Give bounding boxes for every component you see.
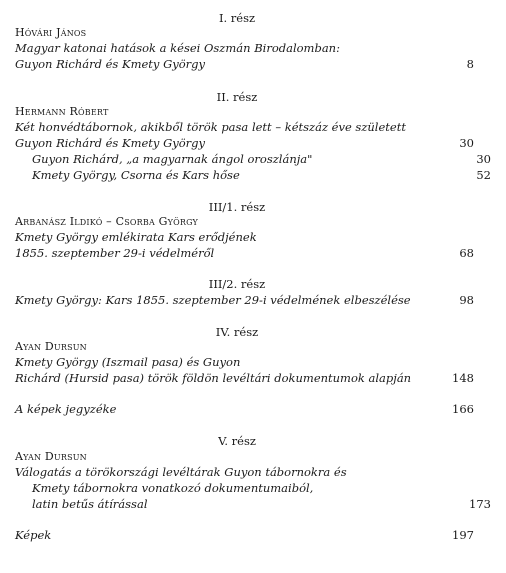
entry-title: Kmety György (Iszmail pasa) és Guyon [15, 355, 241, 369]
toc-entry[interactable] [15, 401, 489, 417]
toc-entry[interactable] [15, 245, 489, 261]
toc-entry [15, 354, 489, 370]
author-name: Hermann Róbert [15, 105, 109, 118]
part-title: II. rész [216, 90, 258, 104]
entry-title: Két honvédtábornok, akikből török pasa lett – kétszáz éve született [15, 120, 406, 134]
toc-entry [15, 40, 489, 56]
toc-entry[interactable] [15, 56, 489, 72]
entry-title: 1855. szeptember 29-i védelméről [15, 246, 215, 260]
toc-entry[interactable] [15, 370, 489, 386]
entry-title: Richárd (Hursid pasa) török földön levéltári dokumentumok alapján [15, 371, 412, 385]
author-name: Hóvári János [15, 26, 87, 39]
page-number: 8 [466, 57, 474, 71]
part-title: I. rész [218, 11, 256, 25]
part-title: IV. rész [215, 325, 259, 339]
toc-entry [15, 229, 489, 245]
toc-entry [15, 464, 489, 480]
page-number: 166 [452, 402, 474, 416]
toc-subentry[interactable] [32, 167, 506, 183]
toc-entry[interactable] [15, 135, 489, 151]
entry-title: Magyar katonai hatások a kései Oszmán Birodalomban: [15, 41, 340, 55]
part-title: V. rész [218, 434, 256, 448]
toc-entry[interactable] [15, 292, 489, 308]
entry-title: Kmety György: Kars 1855. szeptember 29-i védelmének elbeszélése [15, 293, 411, 307]
toc-entry [32, 480, 506, 496]
page-number: 98 [459, 293, 474, 307]
entry-title: Képek [15, 528, 52, 542]
part-title: III/1. rész [208, 200, 266, 214]
entry-title: Guyon Richárd, „a magyarnak ángol oroszlánja" [32, 152, 313, 166]
toc-entry [15, 119, 489, 135]
author-name: Ayan Dursun [15, 340, 87, 353]
entry-title: Kmety György emlékirata Kars erődjének [15, 230, 257, 244]
page-number: 30 [476, 152, 491, 166]
page-number: 197 [452, 528, 474, 542]
entry-title: A képek jegyzéke [15, 402, 117, 416]
entry-title: Kmety tábornokra vonatkozó dokumentumaiból, [32, 481, 314, 495]
entry-title: Válogatás a törökországi levéltárak Guyon tábornokra és [15, 465, 347, 479]
toc-subentry[interactable] [32, 151, 506, 167]
toc-entry[interactable] [15, 527, 489, 543]
page-number: 148 [452, 371, 474, 385]
author-name: Arbanász Ildikó – Csorba György [15, 215, 198, 228]
entry-title: Guyon Richárd és Kmety György [15, 57, 206, 71]
page-number: 173 [469, 497, 491, 511]
toc-entry[interactable] [32, 496, 506, 512]
page-number: 30 [459, 136, 474, 150]
page-number: 52 [476, 168, 491, 182]
page-number: 68 [459, 246, 474, 260]
part-title: III/2. rész [208, 277, 266, 291]
entry-title: Kmety György, Csorna és Kars hőse [32, 168, 240, 182]
author-name: Ayan Dursun [15, 450, 87, 463]
entry-title: Guyon Richárd és Kmety György [15, 136, 206, 150]
entry-title: latin betűs átírással [32, 497, 148, 511]
